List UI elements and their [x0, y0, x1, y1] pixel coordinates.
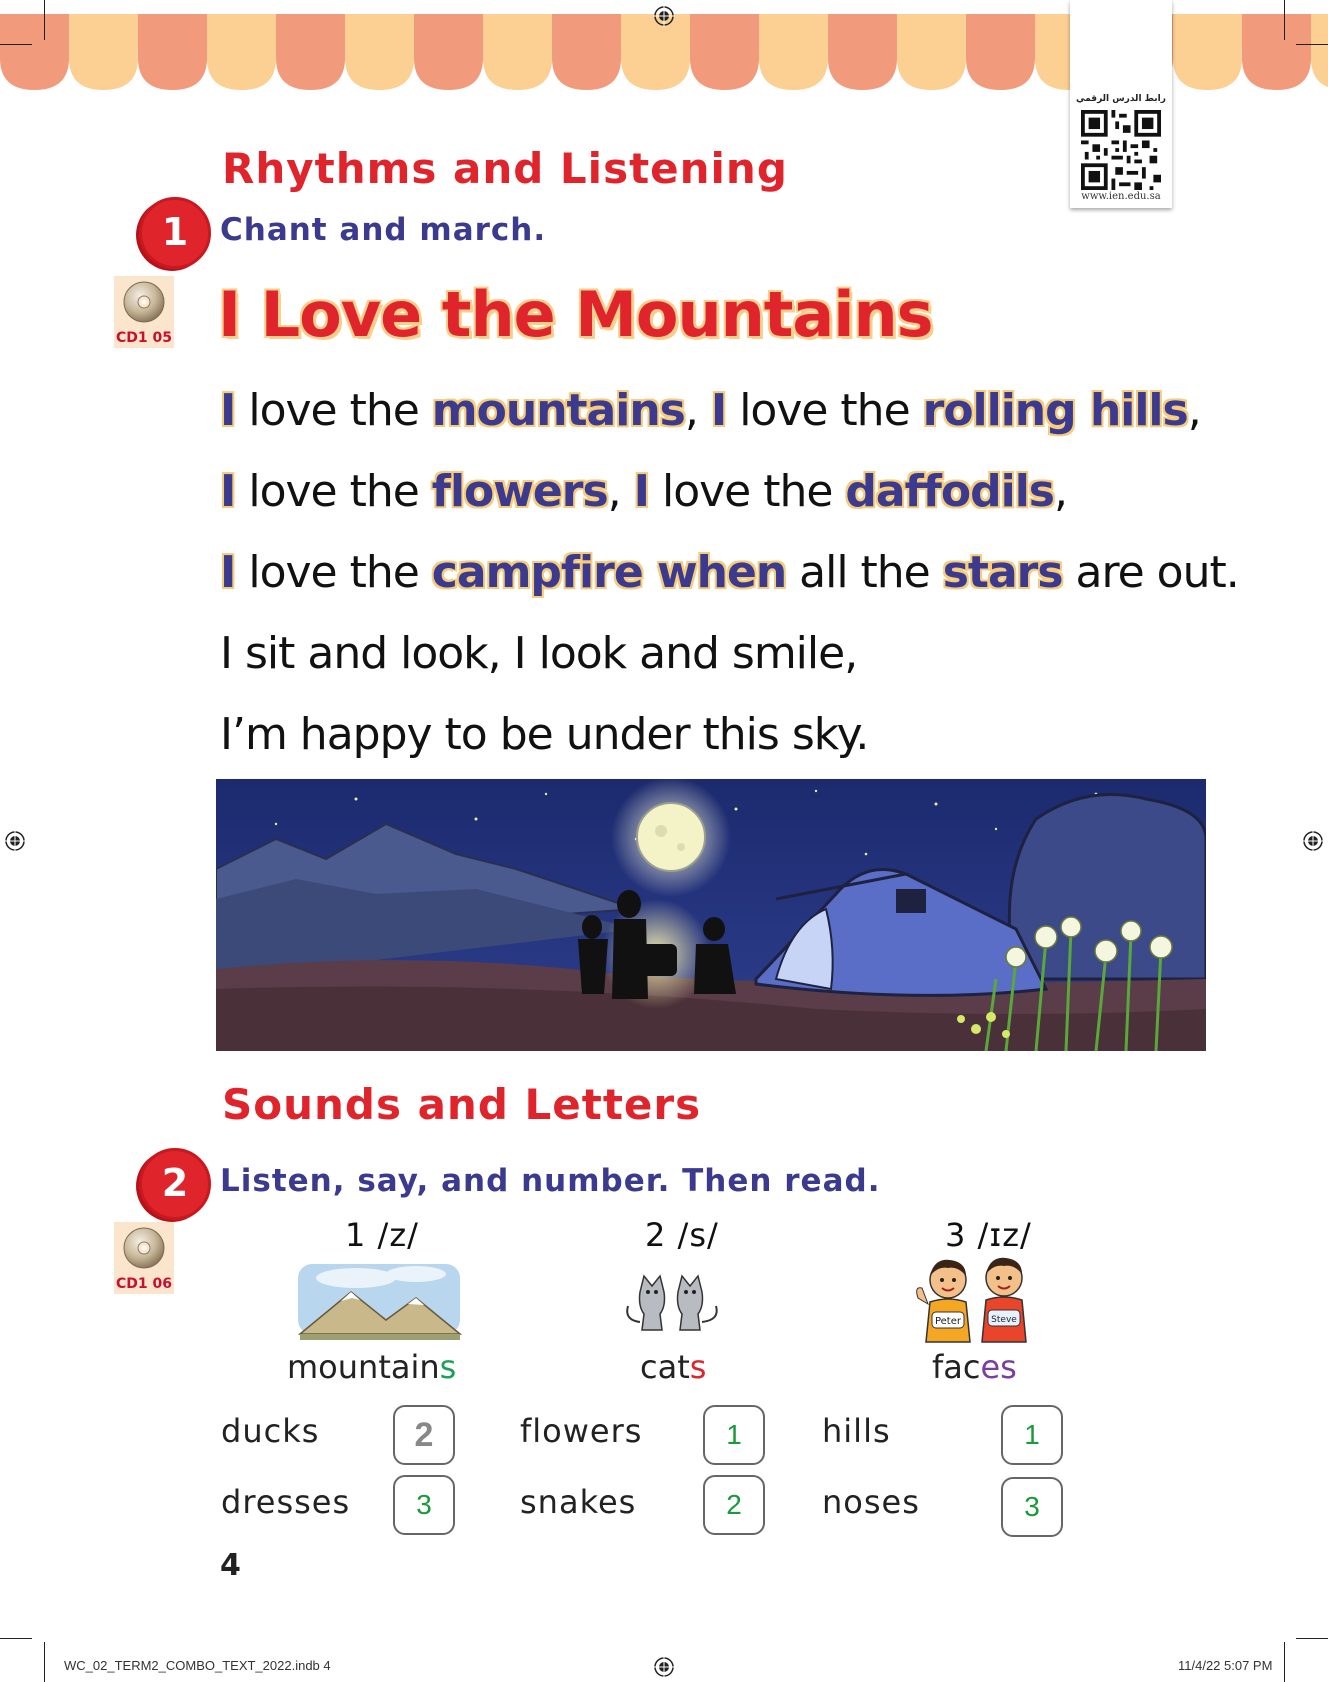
cd-disc-icon — [122, 1226, 166, 1270]
awning-scallop — [483, 14, 552, 90]
example-word-cats: cats — [640, 1348, 707, 1386]
qr-code-icon — [1080, 110, 1162, 190]
registration-mark-icon — [4, 830, 26, 852]
night-camping-illustration — [216, 779, 1206, 1051]
activity-instruction: Listen, say, and number. Then read. — [220, 1163, 881, 1199]
crop-mark — [1296, 1638, 1328, 1639]
awning-scallop — [897, 14, 966, 90]
exercise-word: snakes — [520, 1483, 637, 1521]
awning-scallop — [345, 14, 414, 90]
awning-scallop — [414, 14, 483, 90]
cd-track-label: CD1 05 — [116, 330, 172, 346]
registration-mark-icon — [653, 5, 675, 27]
song-line-2: I love the flowers, I love the daffodils, — [220, 466, 1067, 517]
cd-audio-badge[interactable] — [114, 276, 174, 348]
name-tag-peter: Peter — [934, 1316, 962, 1327]
sound-label-s: 2 /s/ — [645, 1216, 719, 1254]
example-word-mountains: mountains — [287, 1348, 457, 1386]
crop-mark — [1284, 1642, 1285, 1682]
name-tag-steve: Steve — [991, 1315, 1017, 1325]
awning-scallop — [138, 14, 207, 90]
exercise-word: flowers — [520, 1412, 643, 1450]
exercise-word: ducks — [221, 1412, 320, 1450]
answer-box[interactable]: 1 — [703, 1405, 765, 1465]
crop-mark — [0, 44, 32, 45]
awning-scallop — [828, 14, 897, 90]
song-line-3: I love the campfire when all the stars are out. — [220, 547, 1239, 598]
exercise-word: dresses — [221, 1483, 351, 1521]
awning-scallop — [276, 14, 345, 90]
crop-mark — [44, 1642, 45, 1682]
awning-scallop — [759, 14, 828, 90]
awning-scallop — [207, 14, 276, 90]
cd-audio-badge[interactable] — [114, 1222, 174, 1294]
song-line-5: I’m happy to be under this sky. — [220, 709, 869, 760]
answer-box[interactable]: 1 — [1001, 1405, 1063, 1465]
song-line-4: I sit and look, I look and smile, — [220, 628, 858, 679]
cd-track-label: CD1 06 — [116, 1276, 172, 1292]
qr-caption: رابط الدرس الرقمي — [1076, 94, 1166, 104]
exercise-word: noses — [822, 1483, 920, 1521]
activity-number-badge: 1 — [139, 197, 211, 269]
crop-mark — [1296, 44, 1328, 45]
awning-scallop — [690, 14, 759, 90]
sound-label-iz: 3 /ɪz/ — [945, 1216, 1032, 1254]
awning-scallop — [1311, 14, 1328, 90]
answer-box[interactable]: 3 — [393, 1475, 455, 1535]
registration-mark-icon — [653, 1656, 675, 1678]
answer-box[interactable]: 2 — [393, 1405, 455, 1465]
cats-picture — [620, 1262, 726, 1332]
cd-disc-icon — [122, 280, 166, 324]
sound-label-z: 1 /z/ — [345, 1216, 419, 1254]
registration-mark-icon — [1302, 830, 1324, 852]
awning-scallop — [0, 14, 69, 90]
example-word-faces: faces — [932, 1348, 1017, 1386]
faces-picture — [912, 1252, 1040, 1344]
awning-scallop — [69, 14, 138, 90]
awning-scallop — [966, 14, 1035, 90]
song-title: I Love the Mountains — [218, 278, 933, 351]
section-title-rhythms: Rhythms and Listening — [222, 144, 788, 193]
qr-code-panel[interactable] — [1070, 0, 1172, 208]
footer-file-info: WC_02_TERM2_COMBO_TEXT_2022.indb 4 — [64, 1658, 331, 1673]
song-line-1: I love the mountains, I love the rolling hills, — [220, 385, 1201, 436]
footer-date: 11/4/22 5:07 PM — [1178, 1658, 1273, 1673]
activity-number-badge: 2 — [139, 1148, 211, 1220]
awning-scallop — [552, 14, 621, 90]
crop-mark — [44, 0, 45, 40]
section-title-sounds: Sounds and Letters — [222, 1080, 702, 1129]
mountains-picture — [296, 1258, 462, 1342]
awning-scallop — [1242, 14, 1311, 90]
qr-url: www.ien.edu.sa — [1081, 191, 1161, 202]
exercise-word: hills — [822, 1412, 891, 1450]
crop-mark — [1284, 0, 1285, 40]
answer-box[interactable]: 2 — [703, 1475, 765, 1535]
awning-scallop — [1173, 14, 1242, 90]
crop-mark — [0, 1638, 32, 1639]
page-number: 4 — [220, 1548, 241, 1583]
answer-box[interactable]: 3 — [1001, 1477, 1063, 1537]
activity-instruction: Chant and march. — [220, 212, 547, 248]
